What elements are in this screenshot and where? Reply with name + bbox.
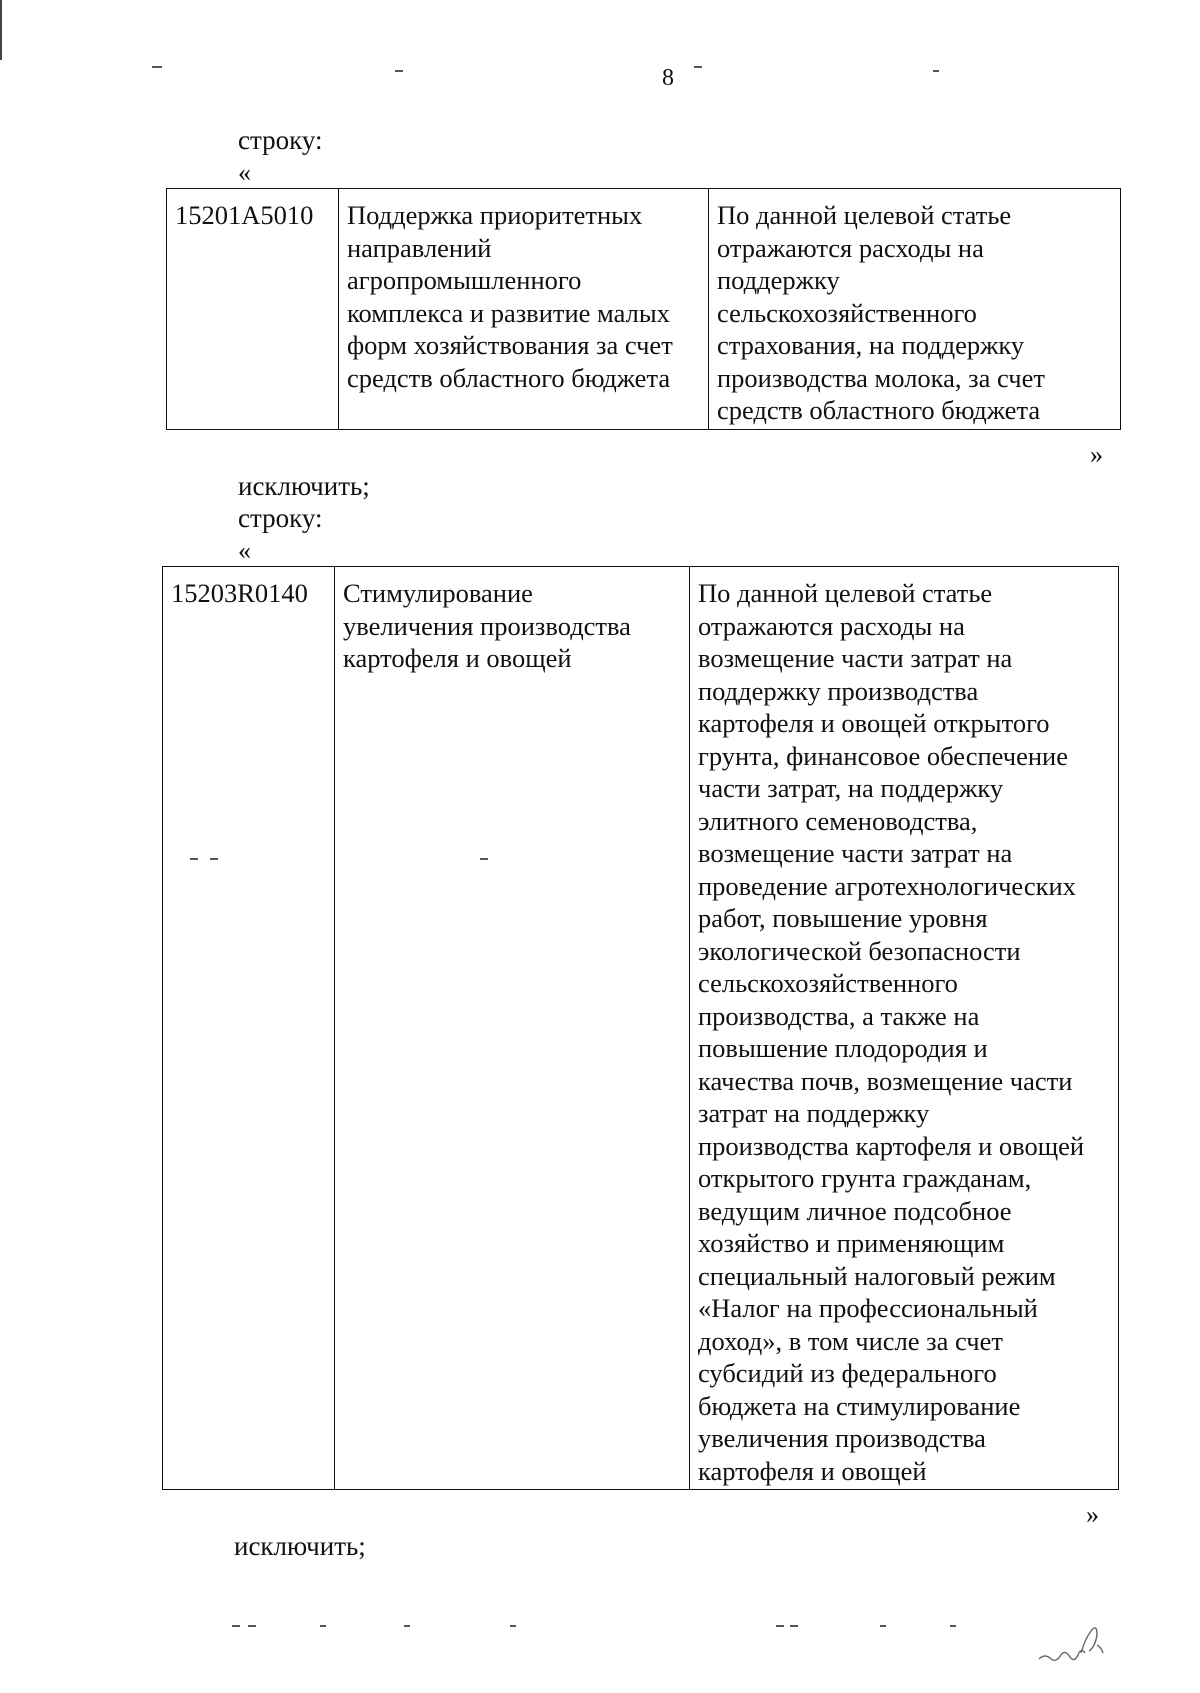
description-line: доход», в том числе за счет — [698, 1325, 1003, 1356]
page-number: 8 — [662, 65, 674, 91]
code-value: 15201А5010 — [175, 200, 314, 230]
description-line: возмещение части затрат на — [698, 838, 1013, 868]
description-line: поддержку производства — [698, 675, 979, 706]
description-line: «Налог на профессиональный — [698, 1293, 1038, 1323]
description-line: ведущим личное подсобное — [698, 1195, 1012, 1226]
description-line: бюджета на стимулирование — [698, 1390, 1021, 1421]
description-line: картофеля и овощей открытого — [698, 708, 1050, 738]
intro-text: строку: — [238, 125, 323, 155]
close-quote: » — [1086, 1500, 1099, 1529]
description-line: грунта, финансовое обеспечение — [698, 740, 1068, 771]
description-line: специальный налоговый режим — [698, 1260, 1056, 1291]
description-line: По данной целевой статье — [717, 200, 1012, 230]
page-edge — [0, 0, 2, 60]
description-line: поддержку — [717, 265, 840, 295]
name-line: увеличения производства — [343, 610, 631, 641]
name-line: Стимулирование — [343, 578, 533, 608]
budget-table — [166, 188, 1121, 430]
intro-text: строку: — [238, 503, 323, 533]
description-line: картофеля и овощей — [698, 1455, 927, 1486]
description-line: затрат на поддержку — [698, 1098, 930, 1128]
description-line: экологической безопасности — [698, 935, 1021, 966]
description-line: повышение плодородия и — [698, 1033, 988, 1063]
description-cell — [709, 189, 1121, 430]
name-line: агропромышленного — [347, 265, 582, 295]
description-line: открытого грунта гражданам, — [698, 1163, 1032, 1193]
description-line: части затрат, на поддержку — [698, 773, 1004, 803]
name-line: форм хозяйствования за счет — [347, 330, 673, 360]
description-line: субсидий из федерального — [698, 1358, 997, 1388]
table-row — [163, 567, 1119, 1490]
description-line: производства, а также на — [698, 1000, 980, 1031]
action-text: исключить; — [234, 1531, 366, 1561]
description-cell — [690, 567, 1119, 1490]
description-line: проведение агротехнологических — [698, 870, 1076, 901]
close-quote: » — [1090, 440, 1103, 469]
table-row — [167, 189, 1121, 430]
description-line: качества почв, возмещение части — [698, 1065, 1073, 1096]
code-cell — [163, 567, 335, 1490]
name-line: комплекса и развитие малых — [347, 297, 670, 328]
action-text: исключить; — [238, 471, 370, 501]
signature-mark — [1035, 1615, 1135, 1675]
description-line: сельскохозяйственного — [698, 968, 958, 998]
description-line: страхования, на поддержку — [717, 330, 1025, 360]
description-line: работ, повышение уровня — [698, 903, 988, 933]
name-line: направлений — [347, 232, 492, 263]
description-line: отражаются расходы на — [717, 232, 984, 263]
description-line: хозяйство и применяющим — [698, 1228, 1005, 1258]
budget-table — [162, 566, 1119, 1490]
name-line: средств областного бюджета — [347, 362, 671, 393]
description-line: увеличения производства — [698, 1423, 986, 1453]
name-cell — [339, 189, 709, 430]
code-value: 15203R0140 — [171, 578, 308, 608]
name-line: Поддержка приоритетных — [347, 200, 643, 230]
open-quote: « — [238, 536, 251, 565]
code-cell — [167, 189, 339, 430]
description-line: производства молока, за счет — [717, 362, 1045, 393]
open-quote: « — [238, 158, 251, 187]
description-line: сельскохозяйственного — [717, 297, 977, 328]
description-line: средств областного бюджета — [717, 395, 1041, 425]
description-line: По данной целевой статье — [698, 578, 993, 608]
name-cell — [335, 567, 690, 1490]
name-line: картофеля и овощей — [343, 643, 572, 673]
description-line: отражаются расходы на — [698, 610, 965, 641]
description-line: возмещение части затрат на — [698, 643, 1013, 673]
description-line: элитного семеноводства, — [698, 805, 978, 836]
description-line: производства картофеля и овощей — [698, 1130, 1085, 1161]
